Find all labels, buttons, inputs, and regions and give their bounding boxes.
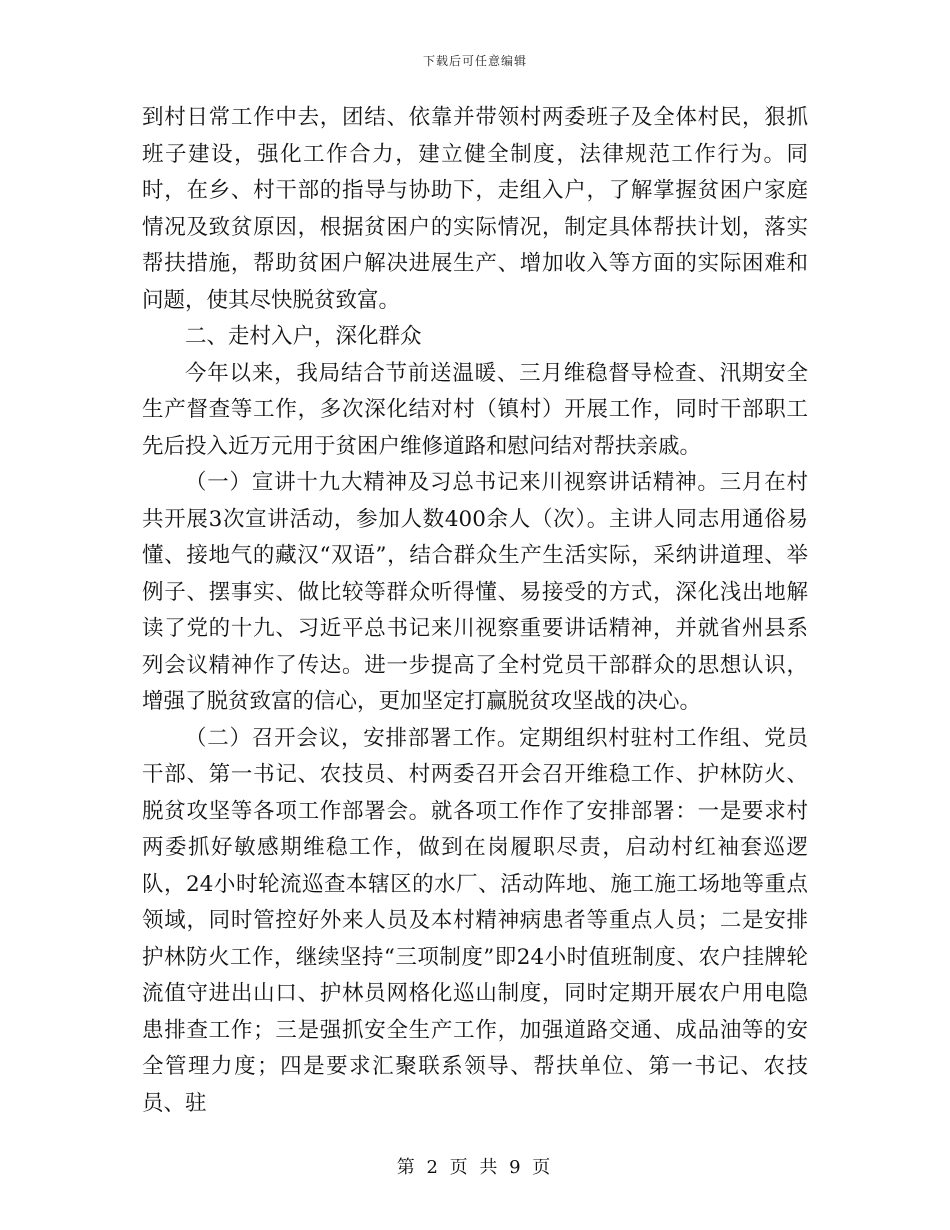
- paragraph-intro: 今年以来，我局结合节前送温暖、三月维稳督导检查、汛期安全生产督查等工作，多次深化结对村（镇村）开展工作，同时干部职工先后投入近万元用于贫困户维修道路和慰问结对帮扶亲戚。: [142, 360, 808, 459]
- page-header: 下载后可任意编辑: [422, 54, 527, 68]
- section-heading: 二、走村入户，深化群众: [185, 324, 422, 349]
- paragraph-item-1: （一）宣讲十九大精神及习总书记来川视察讲话精神。三月在村共开展3次宣讲活动，参加人数400余人（次）。主讲人同志用通俗易懂、接地气的藏汉“双语”，结合群众生产生活实际，采纳讲道理、举例子、摆事实、做比较等群众听得懂、易接受的方式，深化浅出地解读了党的十九、习近平总书记来川视察重要讲话精神，并就省州县系列会议精神作了传达。进一步提高了全村党员干部群众的思想认识，增强了脱贫致富的信心，更加坚定打赢脱贫攻坚战的决心。: [142, 470, 808, 714]
- page-number: 第 2 页 共 9 页: [396, 1157, 554, 1178]
- document-body: [142, 100, 808, 1122]
- paragraph-continuation: 到村日常工作中去，团结、依靠并带领村两委班子及全体村民，狠抓班子建设，强化工作合力，建立健全制度，法律规范工作行为。同时，在乡、村干部的指导与协助下，走组入户，了解掌握贫困户家庭情况及致贫原因，根据贫困户的实际情况，制定具体帮扶计划，落实帮扶措施，帮助贫困户解决进展生产、增加收入等方面的实际困难和问题，使其尽快脱贫致富。: [142, 105, 808, 313]
- paragraph-item-2: （二）召开会议，安排部署工作。定期组织村驻村工作组、党员干部、第一书记、农技员、村两委召开会召开维稳工作、护林防火、脱贫攻坚等各项工作部署会。就各项工作作了安排部署：一是要求村两委抓好敏感期维稳工作，做到在岗履职尽责，启动村红袖套巡逻队，24小时轮流巡查本辖区的水厂、活动阵地、施工施工场地等重点领域，同时管控好外来人员及本村精神病患者等重点人员；二是安排护林防火工作，继续坚持“三项制度”即24小时值班制度、农户挂牌轮流值守进出山口、护林员网格化巡山制度，同时定期开展农户用电隐患排查工作；三是强抓安全生产工作，加强道路交通、成品油等的安全管理力度；四是要求汇聚联系领导、帮扶单位、第一书记、农技员、驻: [142, 725, 808, 1116]
